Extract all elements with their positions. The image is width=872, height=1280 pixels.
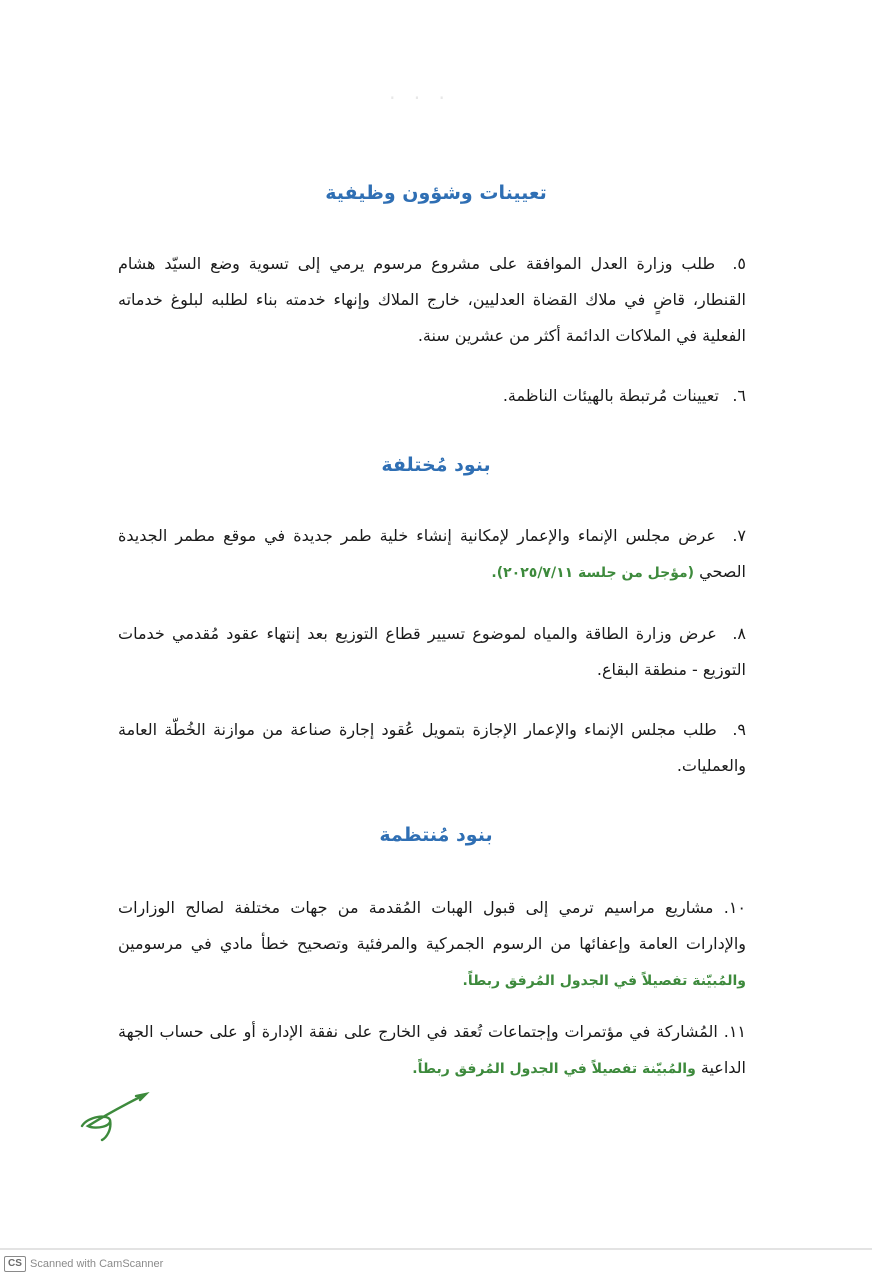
item-number: ٩. bbox=[732, 720, 747, 739]
signature-initial bbox=[76, 1086, 156, 1142]
section-heading-appointments: تعيينات وشؤون وظيفية bbox=[325, 182, 547, 204]
item-number: ٥. bbox=[732, 254, 746, 273]
item-number: ٨. bbox=[732, 624, 746, 643]
item-number: ١٠. bbox=[723, 898, 747, 917]
scanner-label: Scanned with CamScanner bbox=[30, 1258, 164, 1270]
footer-divider bbox=[0, 1248, 872, 1250]
item-number: ٧. bbox=[732, 526, 746, 545]
agenda-item-5 bbox=[118, 246, 746, 354]
item-number: ١١. bbox=[723, 1022, 747, 1041]
agenda-item-7 bbox=[118, 518, 746, 591]
section-heading-misc: بنود مُختلفة bbox=[381, 454, 491, 476]
agenda-item-9 bbox=[118, 712, 746, 784]
scanner-watermark bbox=[4, 1256, 163, 1272]
item-text: طلب مجلس الإنماء والإعمار الإجازة بتمويل عُقود إجارة صناعة من موازنة الخُطّة العامة والعمليات. bbox=[118, 720, 746, 775]
agenda-item-10 bbox=[118, 890, 746, 999]
agenda-item-6 bbox=[118, 378, 746, 414]
item-note: (مؤجل من جلسة ٢٠٢٥/٧/١١). bbox=[491, 565, 695, 581]
item-note: والمُبيّنة تفصيلاً في الجدول المُرفق ربطاً. bbox=[462, 973, 746, 989]
item-text: تعيينات مُرتبطة بالهيئات الناظمة. bbox=[502, 386, 719, 405]
item-number: ٦. bbox=[732, 386, 746, 405]
agenda-item-11 bbox=[118, 1014, 746, 1087]
item-text: عرض وزارة الطاقة والمياه لموضوع تسيير قطاع التوزيع بعد إنتهاء عقود مُقدمي خدمات التوزيع - منطقة البقاع. bbox=[118, 624, 746, 679]
section-heading-regular: بنود مُنتظمة bbox=[379, 824, 493, 846]
item-text: مشاريع مراسيم ترمي إلى قبول الهبات المُقدمة من جهات مختلفة لصالح الوزارات والإدارات العامة وإعفائها من الرسوم الجمركية والمرفئية وتصحيح خطأ مادي في مرسومين bbox=[118, 898, 746, 953]
item-text: طلب وزارة العدل الموافقة على مشروع مرسوم يرمي إلى تسوية وضع السيّد هشام القنطار، قاضٍ في ملاك القضاة العدليين، خارج الملاك وإنهاء خدمته بناء لطلبه لبلوغ خدماته الفعلية في الملاكات الدائمة أكثر من عشرين سنة. bbox=[118, 254, 746, 345]
faint-watermark: · · · bbox=[389, 86, 451, 110]
item-text: عرض مجلس الإنماء والإعمار لإمكانية إنشاء خلية طمر جديدة في موقع مطمر الجديدة الصحي bbox=[118, 526, 746, 581]
item-note: والمُبيّنة تفصيلاً في الجدول المُرفق ربطاً. bbox=[412, 1061, 696, 1077]
camscanner-logo-icon: CS bbox=[4, 1256, 26, 1272]
agenda-item-8 bbox=[118, 616, 746, 688]
item-text: المُشاركة في مؤتمرات وإجتماعات تُعقد في الخارج على نفقة الإدارة أو على حساب الجهة الداعية bbox=[118, 1022, 746, 1077]
